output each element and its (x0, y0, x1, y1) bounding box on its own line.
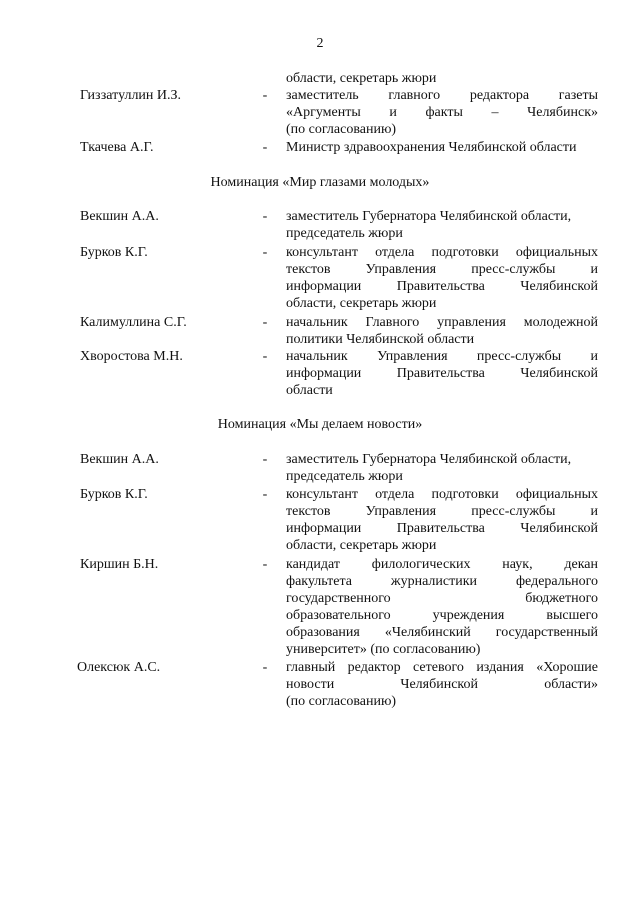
member-dash: - (262, 557, 268, 572)
member-name: Гиззатуллин И.З. (80, 88, 182, 103)
description-line: информации Правительства Челябинской (286, 366, 598, 381)
member-name: Векшин А.А. (80, 452, 159, 467)
description-line: информации Правительства Челябинской (286, 279, 598, 294)
member-description (286, 348, 598, 399)
member-description (286, 139, 598, 156)
description-line: государственного бюджетного (286, 591, 598, 606)
description-line: заместитель главного редактора газеты (286, 88, 598, 103)
member-description (286, 314, 598, 348)
member-name: Киршин Б.Н. (80, 557, 159, 572)
member-name: Хворостова М.Н. (80, 349, 183, 364)
description-line: текстов Управления пресс-службы и (286, 504, 598, 519)
member-description (286, 451, 598, 485)
member-description (286, 659, 598, 710)
member-dash: - (262, 349, 268, 364)
description-line: политики Челябинской области (286, 332, 475, 347)
member-name: Ткачева А.Г. (80, 140, 154, 155)
description-line: области (286, 383, 333, 398)
member-dash: - (262, 88, 268, 103)
description-line: области, секретарь жюри (286, 296, 437, 311)
description-line: Министр здравоохранения Челябинской области (286, 140, 577, 155)
description-line: председатель жюри (286, 226, 403, 241)
description-line: заместитель Губернатора Челябинской области, (286, 452, 572, 467)
description-line: текстов Управления пресс-службы и (286, 262, 598, 277)
description-line: новости Челябинской области» (286, 677, 598, 692)
description-line: консультант отдела подготовки официальных (286, 487, 598, 502)
member-description (286, 87, 598, 138)
member-name: Бурков К.Г. (80, 245, 148, 260)
description-line: главный редактор сетевого издания «Хорошие (286, 660, 598, 675)
member-description (286, 208, 598, 242)
member-dash: - (262, 660, 268, 675)
nomination-heading: Номинация «Мы делаем новости» (217, 417, 423, 432)
member-name: Векшин А.А. (80, 209, 159, 224)
continuation-line: области, секретарь жюри (286, 71, 437, 86)
description-line: университет» (по согласованию) (286, 642, 481, 657)
description-line: заместитель Губернатора Челябинской области, (286, 209, 572, 224)
member-dash: - (262, 452, 268, 467)
member-description (286, 244, 598, 312)
description-line: начальник Управления пресс-службы и (286, 349, 598, 364)
member-name: Бурков К.Г. (80, 487, 148, 502)
description-line: образовательного учреждения высшего (286, 608, 598, 623)
description-line: председатель жюри (286, 469, 403, 484)
description-line: консультант отдела подготовки официальных (286, 245, 598, 260)
member-dash: - (262, 209, 268, 224)
description-line: области, секретарь жюри (286, 538, 437, 553)
description-line: кандидат филологических наук, декан (286, 557, 598, 572)
member-dash: - (262, 487, 268, 502)
description-line: факультета журналистики федерального (286, 574, 598, 589)
description-line: «Аргументы и факты – Челябинск» (286, 105, 598, 120)
member-description (286, 556, 598, 658)
description-line: (по согласованию) (286, 694, 397, 709)
description-line: (по согласованию) (286, 122, 397, 137)
page-number: 2 (316, 36, 324, 51)
description-line: информации Правительства Челябинской (286, 521, 598, 536)
description-line: образования «Челябинский государственный (286, 625, 598, 640)
nomination-heading: Номинация «Мир глазами молодых» (210, 175, 430, 190)
description-line: начальник Главного управления молодежной (286, 315, 598, 330)
member-description (286, 486, 598, 554)
member-dash: - (262, 315, 268, 330)
member-name: Олексюк А.С. (77, 660, 161, 675)
member-name: Калимуллина С.Г. (80, 315, 187, 330)
member-dash: - (262, 245, 268, 260)
member-dash: - (262, 140, 268, 155)
